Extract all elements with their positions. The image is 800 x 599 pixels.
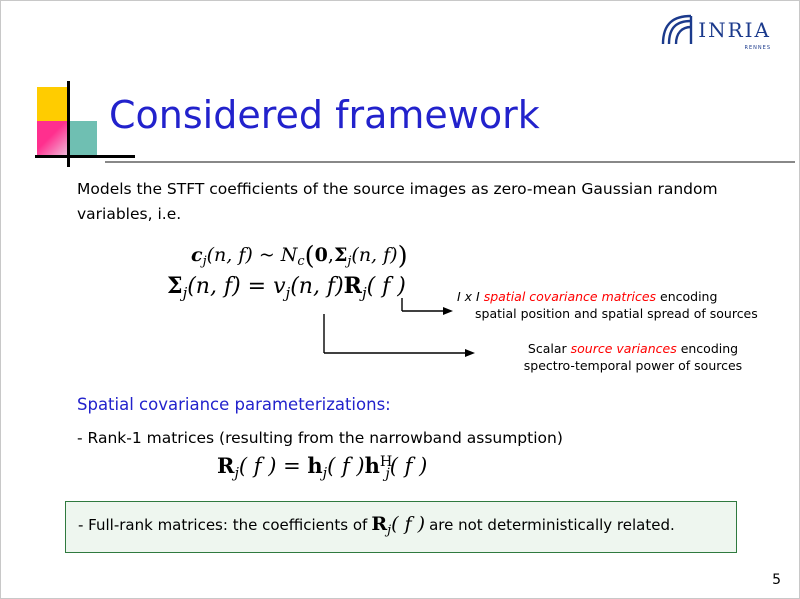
eq1-comma: ,: [327, 243, 334, 266]
eq1-mean: 0: [314, 243, 328, 266]
eq1-dist: N: [280, 243, 298, 266]
page-title: Considered framework: [109, 93, 540, 137]
eq1-lhs-sub: j: [202, 254, 207, 270]
eq3-hh-args: ( f ): [389, 454, 428, 478]
eq3-lhs-symbol: R: [217, 453, 235, 478]
eq3-hh-symbol: h: [364, 453, 380, 478]
note1-line2: spatial position and spatial spread of sources: [475, 305, 758, 321]
note2-suffix: encoding: [676, 341, 739, 356]
deco-square-yellow: [37, 87, 67, 121]
eq2-lhs-args: (n, f): [187, 274, 241, 299]
deco-square-teal: [67, 121, 97, 155]
inria-swirl-icon: [660, 13, 694, 47]
eq1-close-paren: ): [397, 241, 408, 271]
eq1-lhs-args: (n, f): [206, 243, 253, 266]
eq3-hh-sup: H: [379, 454, 393, 471]
page-number: 5: [772, 572, 781, 588]
note2-highlight: source variances: [570, 341, 677, 356]
eq3-h-symbol: h: [307, 453, 323, 478]
note2-line2: spectro-temporal power of sources: [523, 357, 743, 373]
eq1-cov-symbol: Σ: [333, 243, 348, 266]
note2-line1: [483, 341, 783, 358]
note1-prefix: I x I: [457, 289, 484, 304]
eq2-mat-sub: j: [361, 283, 367, 302]
boxnote-inline-equation: [367, 513, 429, 539]
deco-horizontal-line: [35, 155, 135, 158]
inria-logo: [660, 13, 771, 47]
title-decoration: [37, 87, 103, 159]
eq2-var-sub: j: [285, 283, 291, 302]
eq1-cov-sub: j: [347, 254, 352, 270]
eq2-lhs-sub: j: [182, 283, 188, 302]
deco-square-pink: [37, 121, 67, 155]
note2-prefix: Scalar: [527, 341, 571, 356]
boxnote-text-before: - Full-rank matrices: the coefficients of: [78, 516, 368, 534]
eq2-mat-symbol: R: [343, 273, 362, 299]
note1-suffix: encoding: [656, 289, 718, 304]
inline-R-sub: j: [387, 523, 392, 539]
annotation-spatial-covariance: [457, 289, 777, 323]
eq3-lhs-sub: j: [234, 465, 239, 482]
eq3-equals: =: [283, 454, 301, 478]
section-heading: Spatial covariance parameterizations:: [77, 395, 391, 414]
boxnote-text-after: are not deterministically related.: [429, 516, 675, 534]
inline-R-symbol: R: [371, 513, 388, 535]
equation-rank1: [217, 453, 427, 482]
eq2-equals: =: [247, 274, 267, 299]
logo-subtitle: RENNES: [744, 45, 771, 51]
annotation-source-variances: [483, 341, 783, 375]
callout-arrow-bottom: [323, 313, 475, 361]
eq2-mat-args: ( f ): [366, 274, 406, 299]
eq2-var-symbol: v: [273, 274, 286, 299]
inline-R-args: ( f ): [391, 513, 426, 535]
equation-distribution: [191, 241, 408, 271]
bullet-rank1: - Rank-1 matrices (resulting from the narrowband assumption): [77, 429, 563, 447]
eq1-open-paren: (: [304, 241, 315, 271]
eq3-lhs-args: ( f ): [238, 454, 277, 478]
eq3-h-sub: j: [322, 465, 328, 482]
note1-highlight: spatial covariance matrices: [483, 289, 657, 304]
eq3-h-args: ( f ): [327, 454, 365, 478]
eq1-cov-args: (n, f): [351, 243, 398, 266]
intro-paragraph: Models the STFT coefficients of the source images as zero-mean Gaussian random variables, i.e.: [77, 180, 718, 224]
eq1-relation: ~: [258, 243, 275, 266]
eq3-hh-sub: j: [385, 465, 390, 482]
eq1-dist-sub: c: [297, 254, 305, 270]
title-underline: [105, 161, 795, 163]
eq2-lhs-symbol: Σ: [167, 273, 183, 299]
eq2-var-args: (n, f): [290, 274, 344, 299]
logo-text: INRIA: [698, 18, 771, 42]
equation-covariance: [167, 273, 406, 302]
eq1-lhs-symbol: c: [191, 243, 203, 266]
boxed-note-full-rank: [65, 501, 737, 553]
